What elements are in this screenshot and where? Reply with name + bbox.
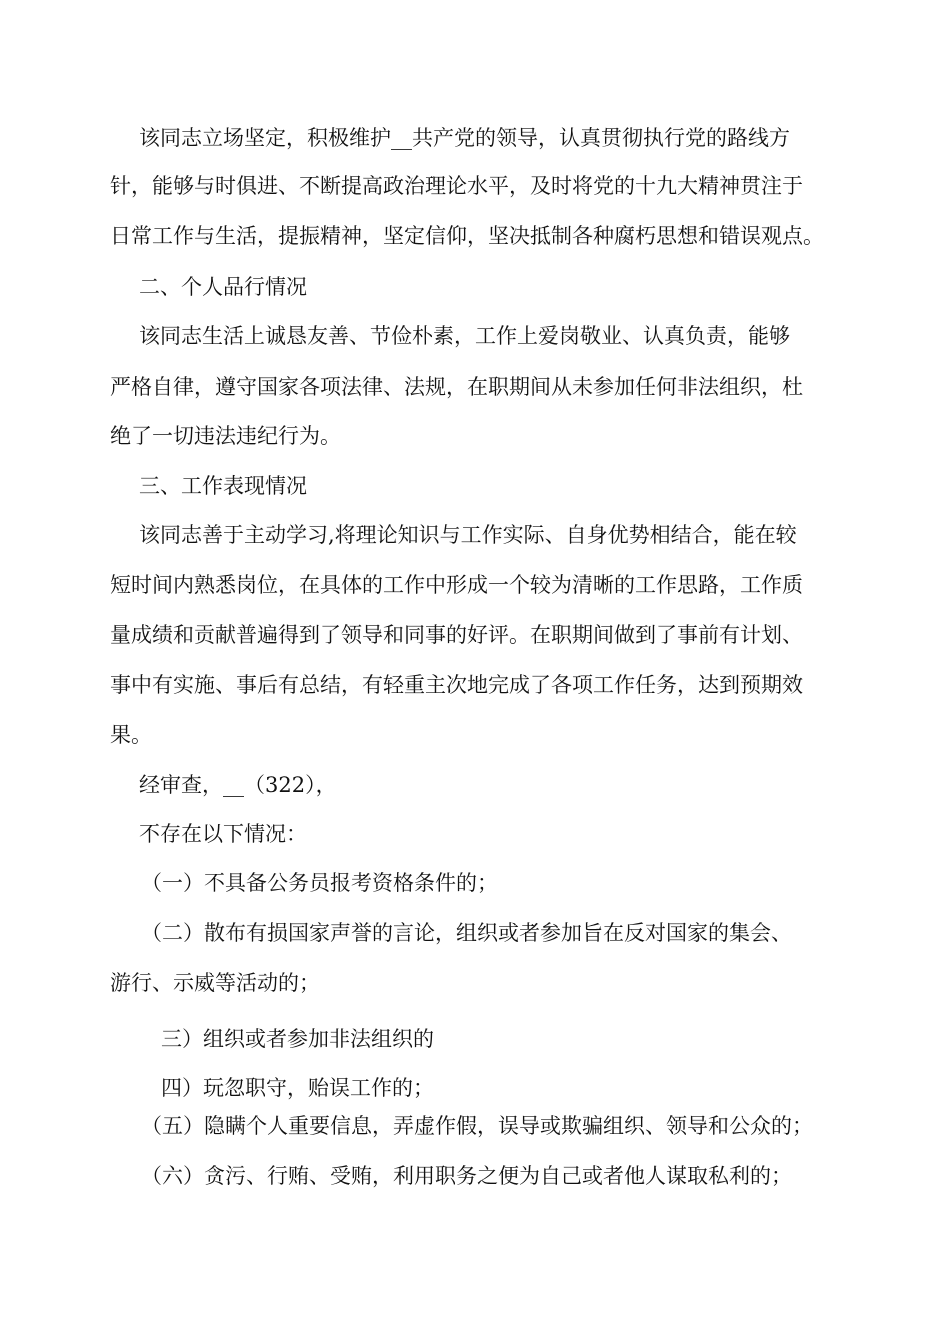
text-line: 该同志善于主动学习,将理论知识与工作实际、自身优势相结合，能在较 bbox=[139, 523, 797, 547]
list-item: （一）不具备公务员报考资格条件的； bbox=[141, 871, 498, 895]
text-line: 事中有实施、事后有总结，有轻重主次地完成了各项工作任务，达到预期效 bbox=[110, 673, 803, 697]
text-line: 该同志生活上诚恳友善、节俭朴素，工作上爱岗敬业、认真负责，能够 bbox=[139, 324, 790, 348]
text-line: 经审查，__（322）， bbox=[139, 773, 337, 797]
list-item: （五）隐瞒个人重要信息，弄虚作假，误导或欺骗组织、领导和公众的； bbox=[141, 1114, 813, 1138]
text-line: 该同志立场坚定，积极维护__共产党的领导，认真贯彻执行党的路线方 bbox=[139, 126, 790, 150]
text-line: 针，能够与时俱进、不断提高政治理论水平，及时将党的十九大精神贯注于 bbox=[110, 174, 803, 198]
text-line: 短时间内熟悉岗位，在具体的工作中形成一个较为清晰的工作思路，工作质 bbox=[110, 573, 803, 597]
text-line: 量成绩和贡献普遍得到了领导和同事的好评。在职期间做到了事前有计划、 bbox=[110, 623, 803, 647]
text-line: 游行、示威等活动的； bbox=[110, 971, 320, 995]
list-item: 三）组织或者参加非法组织的 bbox=[161, 1027, 434, 1051]
section-heading: 二、个人品行情况 bbox=[139, 275, 307, 299]
text-line: 绝了一切违法违纪行为。 bbox=[110, 424, 341, 448]
list-item: （六）贪污、行贿、受贿，利用职务之便为自己或者他人谋取私利的； bbox=[141, 1164, 792, 1188]
text-line: 严格自律，遵守国家各项法律、法规，在职期间从未参加任何非法组织，杜 bbox=[110, 375, 803, 399]
text-line: 不存在以下情况： bbox=[139, 822, 307, 846]
list-item: （二）散布有损国家声誉的言论，组织或者参加旨在反对国家的集会、 bbox=[141, 921, 792, 945]
section-heading: 三、工作表现情况 bbox=[139, 474, 307, 498]
list-item: 四）玩忽职守，贻误工作的； bbox=[161, 1076, 434, 1100]
text-line: 日常工作与生活，提振精神，坚定信仰，坚决抵制各种腐朽思想和错误观点。 bbox=[110, 224, 824, 248]
text-line: 果。 bbox=[110, 723, 152, 747]
